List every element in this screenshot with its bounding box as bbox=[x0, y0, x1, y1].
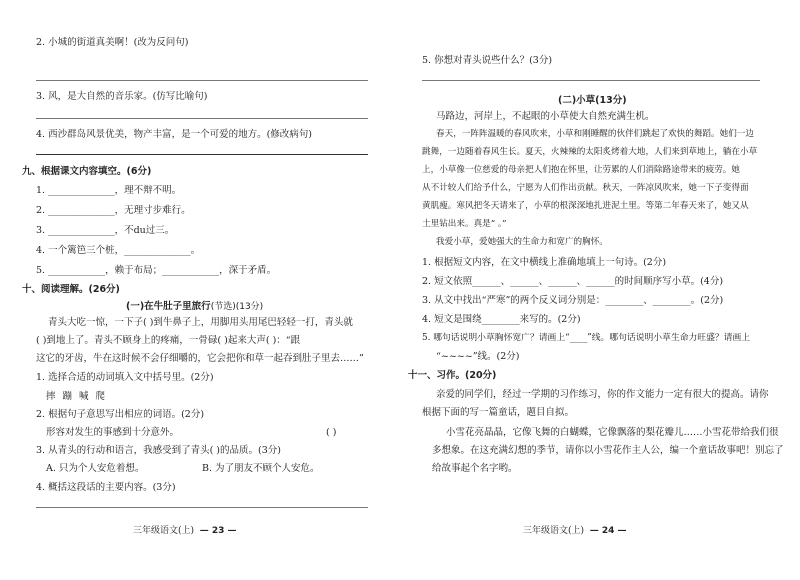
passage-line: 马路边，河岸上，不起眼的小草使大自然充满生机。 bbox=[436, 111, 655, 122]
essay-prompt: 给故事起个名字哟。 bbox=[432, 463, 518, 474]
section-10-title: 十、阅读理解。(26分) bbox=[22, 284, 120, 295]
question-5: 5. 你想对青头说些什么？(3分) bbox=[422, 55, 553, 66]
fill-item[interactable]: 1. ______________，理不辩不明。 bbox=[36, 185, 182, 196]
passage-line: 春天，一阵阵温暖的春风吹来，小草和刚睡醒的伙伴们跳起了欢快的舞蹈。她们一边 bbox=[436, 129, 754, 139]
p2-question-5: 5. 哪句话说明小草胸怀宽广？请画上“____”线。哪句话说明小草生命力旺盛？请画上 bbox=[422, 333, 751, 343]
passage-2-title: (二)小草(13分) bbox=[558, 95, 627, 106]
fill-item[interactable]: 2. ______________，无理寸步难行。 bbox=[36, 205, 191, 216]
passage-line: 青头大吃一惊，一下子( )到牛鼻子上，用脚用头用尾巴轻轻一打，青头就 bbox=[48, 317, 353, 328]
passage-line: 黄肌瘦。寒风把冬天请来了，小草的根深深地扎进泥土里。等第二年春天来了，她又从 bbox=[422, 201, 749, 211]
option-b[interactable]: B. 为了朋友不顾个人安危。 bbox=[202, 463, 320, 474]
answer-line[interactable] bbox=[36, 80, 368, 81]
section-11-title: 十一、习作。(20分) bbox=[408, 370, 497, 381]
passage-line: 这它的牙齿，牛在这时候不会仔细嚼的，它会把你和草一起吞到肚子里去……” bbox=[36, 353, 364, 364]
answer-paren[interactable]: ( ) bbox=[326, 427, 337, 438]
word-choices: 摔 蹦 喊 爬 bbox=[46, 391, 108, 402]
answer-line[interactable] bbox=[36, 507, 368, 508]
answer-line[interactable] bbox=[422, 80, 760, 81]
p1-question-2-sub: 形容对发生的事感到十分意外。 bbox=[46, 427, 180, 438]
question-3: 3. 风，是大自然的音乐家。(仿写比喻句) bbox=[36, 91, 208, 102]
passage-1-title: (一)在牛肚子里旅行(节选)(13分) bbox=[126, 301, 264, 312]
question-4: 4. 西沙群岛风景优美，物产丰富，是一个可爱的地方。(修改病句) bbox=[36, 129, 312, 140]
fill-item[interactable]: 3. ______________，不du过三。 bbox=[36, 225, 175, 236]
section-9-title: 九、根据课文内容填空。(6分) bbox=[22, 166, 152, 177]
passage-line: 从不计较人们给予什么，宁愿为人们作出贡献。秋天，一阵凉风吹来，她一下子变得面 bbox=[422, 183, 749, 193]
p1-question-3: 3. 从青头的行动和语言，我感受到了青头( )的品质。(3分) bbox=[36, 445, 281, 456]
p1-question-2: 2. 根据句子意思写出相应的词语。(2分) bbox=[36, 409, 205, 420]
passage-line: 上，小草像一位慈爱的母亲把人们抱在怀里，让劳累的人们消除路途带来的疲劳。她 bbox=[422, 165, 740, 175]
page-footer: 三年级语文(上) — 24 — bbox=[523, 526, 627, 536]
p2-question-4[interactable]: 4. 短文是围绕________来写的。(2分) bbox=[422, 314, 581, 325]
fill-item[interactable]: 4. 一个篱笆三个桩，______________。 bbox=[36, 245, 201, 256]
option-a[interactable]: A. 只为个人安危着想。 bbox=[46, 463, 145, 474]
answer-line[interactable] bbox=[36, 118, 368, 119]
p2-question-1: 1. 根据短文内容，在文中横线上准确地填上一句诗。(2分) bbox=[422, 257, 667, 268]
p2-question-2[interactable]: 2. 短文依照______、______、______、______的时间顺序写小草。(4分) bbox=[422, 276, 724, 287]
p2-question-3[interactable]: 3. 从文中找出“严寒”的两个反义词分别是：________、________。(2分) bbox=[422, 295, 724, 306]
p1-question-4: 4. 概括这段话的主要内容。(3分) bbox=[36, 482, 176, 493]
answer-line[interactable] bbox=[36, 154, 368, 155]
essay-intro: 亲爱的同学们，经过一学期的习作练习，你的作文能力一定有很大的提高。请你 bbox=[436, 389, 769, 400]
right-page bbox=[400, 0, 800, 580]
essay-prompt: 多想象。在这充满幻想的季节，请你以小雪花作主人公，编一个童话故事吧！别忘了 bbox=[432, 445, 784, 456]
passage-line: 我爱小草，爱她强大的生命力和宽广的胸怀。 bbox=[436, 237, 608, 247]
p1-question-1: 1. 选择合适的动词填入文中括号里。(2分) bbox=[36, 372, 214, 383]
p2-question-5-cont: “~~~~”线。(2分) bbox=[436, 351, 520, 362]
page-footer: 三年级语文(上) — 23 — bbox=[133, 526, 237, 536]
passage-line: 跳舞，一边随着春风生长。夏天，火辣辣的太阳炙烤着大地，人们来到草地上，躺在小草 bbox=[422, 147, 758, 157]
question-2: 2. 小城的街道真美啊！(改为反问句) bbox=[36, 37, 189, 48]
fill-item[interactable]: 5. ____________，赖于布局；____________，深于矛盾。 bbox=[36, 265, 277, 276]
essay-prompt: 小雪花亮晶晶，它像飞舞的白蝴蝶，它像飘落的梨花瓣儿……小雪花带给我们很 bbox=[446, 427, 779, 438]
passage-line: ( )到地上了。青头不顾身上的疼痛，一骨碌( )起来大声( )：“跟 bbox=[36, 335, 301, 346]
passage-line[interactable]: 土里钻出来。真是“ 。” bbox=[422, 219, 507, 229]
essay-intro: 根据下面的写一篇童话，题目自拟。 bbox=[422, 407, 575, 418]
